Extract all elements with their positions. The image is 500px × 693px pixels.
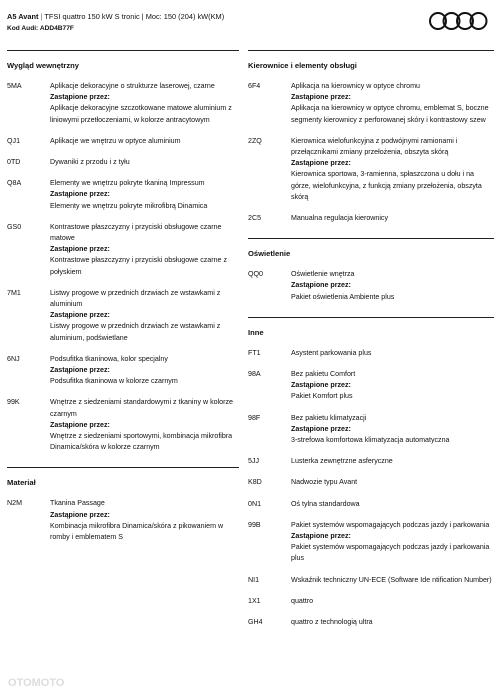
equipment-item [248, 575, 494, 586]
section-title: Inne [248, 327, 264, 337]
replacement-label: Zastąpione przez: [50, 93, 110, 102]
equipment-item [248, 520, 494, 565]
item-spacer [7, 344, 239, 354]
document-header [7, 12, 493, 32]
option-description: Asystent parkowania plus [291, 348, 372, 357]
item-spacer [248, 203, 494, 213]
item-spacer [248, 467, 494, 477]
model-name: A5 Avant [7, 12, 39, 21]
item-spacer [248, 489, 494, 499]
option-code: 98A [248, 370, 261, 379]
option-code: 1X1 [248, 596, 261, 605]
watermark: OTOMOTO [8, 677, 65, 689]
left-column [7, 50, 239, 553]
replacement-description: Aplikacje dekoracyjne szczotkowane matowe aluminium z liniowymi przetłoczeniami, w kolorze antracytowym [50, 104, 232, 124]
option-description: Dywaniki z przodu i z tyłu [50, 158, 130, 167]
replacement-description: Podsufitka tkaninowa w kolorze czarnym [50, 377, 178, 386]
option-code: 5MA [7, 82, 22, 90]
option-code: QQ0 [248, 270, 263, 279]
section-title: Kierownice i elementy obsługi [248, 61, 357, 70]
model-details: TFSI quattro 150 kW S tronic | Moc: 150 (204) kW(KM) [44, 12, 225, 21]
replacement-description: Pakiet oświetlenia Ambiente plus [291, 292, 395, 301]
replacement-label: Zastąpione przez: [291, 281, 351, 290]
equipment-item [7, 136, 239, 147]
equipment-item [248, 81, 494, 126]
option-description-block [291, 348, 494, 359]
option-description-block [50, 222, 239, 278]
option-description-block [50, 354, 239, 388]
option-description: Lusterka zewnętrzne asferyczne [291, 457, 393, 466]
option-description-block [291, 413, 494, 447]
replacement-label: Zastąpione przez: [50, 190, 110, 199]
option-description: Aplikacja na kierownicy w optyce chromu [291, 82, 420, 90]
replacement-description: Kierownica sportowa, 3-ramienna, spłaszczona u dołu i na górze, wielofunkcyjna, z funkcją zmiany przełożenia, obszyta skórą [291, 170, 482, 201]
replacement-description: Pakiet systemów wspomagających podczas jazdy i parkowania plus [291, 543, 490, 563]
equipment-item [7, 354, 239, 388]
equipment-item [7, 498, 239, 543]
option-description-block [291, 575, 494, 586]
item-spacer [7, 278, 239, 288]
replacement-label: Zastąpione przez: [291, 159, 351, 168]
item-spacer [248, 303, 494, 313]
equipment-item [248, 499, 494, 510]
item-spacer [7, 387, 239, 397]
option-code: 2C5 [248, 214, 262, 223]
option-description: quattro [291, 596, 314, 605]
option-code: 2ZQ [248, 136, 262, 145]
replacement-description: Elementy we wnętrzu pokryte mikrofibrą Dinamica [50, 201, 208, 210]
replacement-description: Wnętrze z siedzeniami sportowymi, kombinacja mikrofibra Dinamica/skóra w kolorze czarnym [50, 432, 233, 452]
option-description-block [291, 136, 494, 203]
option-code: GS0 [7, 222, 22, 231]
option-description-block [291, 617, 494, 628]
option-code: 99B [248, 520, 261, 529]
equipment-item [248, 369, 494, 403]
equipment-item [248, 617, 494, 628]
replacement-label: Zastąpione przez: [50, 420, 110, 429]
equipment-item [248, 269, 494, 303]
replacement-label: Zastąpione przez: [50, 366, 110, 375]
option-code: 6F4 [248, 82, 261, 90]
item-spacer [248, 607, 494, 617]
item-spacer [7, 212, 239, 222]
replacement-description: Listwy progowe w przednich drzwiach ze wstawkami z aluminium, podświetlane [50, 322, 221, 342]
option-description-block [291, 477, 494, 488]
option-description-block [50, 157, 239, 168]
option-description-block [291, 269, 494, 303]
equipment-item [7, 178, 239, 212]
audi-code: Kod Audi: ADD4B77F [7, 25, 74, 32]
replacement-label: Zastąpione przez: [291, 381, 351, 390]
option-code: N2M [7, 499, 22, 508]
option-code: 6NJ [7, 354, 20, 363]
audi-rings-logo-icon [428, 10, 488, 32]
option-description-block [291, 369, 494, 403]
option-description: Kierownica wielofunkcyjna z podwójnymi ramionami i przełącznikami zmiany przełożenia, obszyta skórą [291, 136, 458, 157]
item-spacer [248, 586, 494, 596]
option-description: Tkanina Passage [50, 499, 105, 508]
option-code: 0TD [7, 158, 21, 167]
equipment-item [248, 136, 494, 203]
equipment-item [248, 596, 494, 607]
section-title: Oświetlenie [248, 249, 291, 259]
option-code: 0N1 [248, 499, 262, 508]
equipment-item [7, 288, 239, 344]
replacement-description: Pakiet Komfort plus [291, 392, 353, 401]
option-description: Oświetlenie wnętrza [291, 270, 355, 279]
equipment-item [248, 477, 494, 488]
replacement-description: Kombinacja mikrofibra Dinamica/skóra z pikowaniem w romby i emblematem S [50, 521, 224, 542]
option-description-block [50, 81, 239, 126]
replacement-label: Zastąpione przez: [50, 510, 110, 519]
option-code: 99K [7, 398, 20, 407]
equipment-item [7, 397, 239, 453]
equipment-item [248, 348, 494, 359]
option-code: NI1 [248, 575, 260, 584]
option-description: Pakiet systemów wspomagających podczas jazdy i parkowania [291, 520, 490, 529]
separator: | [40, 12, 45, 21]
option-code: 5JJ [248, 457, 260, 466]
item-spacer [248, 403, 494, 413]
option-description: Kontrastowe płaszczyzny i przyciski obsługowe czarne matowe [50, 222, 222, 243]
option-code: FT1 [248, 348, 261, 357]
option-description-block [50, 178, 239, 212]
replacement-label: Zastąpione przez: [50, 245, 110, 254]
item-spacer [248, 628, 494, 638]
option-description-block [291, 81, 494, 126]
section-title: Materiał [7, 478, 36, 488]
option-description-block [291, 456, 494, 467]
option-description-block [291, 499, 494, 510]
replacement-label: Zastąpione przez: [291, 532, 351, 541]
option-description: Bez pakietu Comfort [291, 370, 356, 379]
right-column [248, 50, 494, 638]
replacement-label: Zastąpione przez: [291, 93, 351, 102]
option-description: Oś tylna standardowa [291, 499, 360, 508]
model-line [7, 12, 493, 21]
option-description: quattro z technologią ultra [291, 618, 373, 627]
option-description: Aplikacje dekoracyjne o strukturze laserowej, czarne [50, 82, 215, 90]
option-code: GH4 [248, 618, 263, 627]
option-code: K8D [248, 478, 262, 487]
replacement-description: 3-strefowa komfortowa klimatyzacja automatyczna [291, 436, 450, 445]
item-spacer [248, 359, 494, 369]
item-spacer [248, 446, 494, 456]
equipment-item [248, 413, 494, 447]
item-spacer [248, 565, 494, 575]
equipment-item [248, 456, 494, 467]
item-spacer [248, 126, 494, 136]
option-description-block [50, 498, 239, 543]
option-description-block [50, 288, 239, 344]
equipment-item [7, 222, 239, 278]
item-spacer [7, 543, 239, 553]
option-description-block [50, 397, 239, 453]
option-description: Listwy progowe w przednich drzwiach ze wstawkami z aluminium [50, 288, 221, 309]
option-code: 7M1 [7, 288, 21, 297]
option-description-block [291, 213, 494, 224]
option-description: Nadwozie typu Avant [291, 478, 358, 487]
equipment-item [7, 157, 239, 168]
option-description-block [50, 136, 239, 147]
replacement-label: Zastąpione przez: [50, 311, 110, 320]
equipment-item [7, 81, 239, 126]
option-code: Q8A [7, 179, 22, 188]
section-title: Wygląd wewnętrzny [7, 61, 80, 70]
item-spacer [7, 168, 239, 178]
option-description: Manualna regulacja kierownicy [291, 214, 388, 223]
item-spacer [248, 510, 494, 520]
option-description: Elementy we wnętrzu pokryte tkaniną Impressum [50, 179, 205, 188]
option-code: 98F [248, 413, 261, 422]
replacement-description: Kontrastowe płaszczyzny i przyciski obsługowe czarne z połyskiem [50, 256, 228, 276]
option-description: Aplikacje we wnętrzu w optyce aluminium [50, 136, 181, 145]
option-description-block [291, 596, 494, 607]
item-spacer [7, 147, 239, 157]
option-description: Wskaźnik techniczny UN-ECE (Software Ide ntification Number) [291, 575, 492, 584]
option-description: Wnętrze z siedzeniami standardowymi z tkaniny w kolorze czarnym [50, 398, 233, 418]
option-code: QJ1 [7, 136, 21, 145]
option-description-block [291, 520, 494, 565]
replacement-description: Aplikacja na kierownicy w optyce chromu, emblemat S, boczne segmenty kierownicy z perforowanej skóry i kontrastowy szew [291, 104, 489, 124]
item-spacer [7, 453, 239, 463]
option-description: Podsufitka tkaninowa, kolor specjalny [50, 354, 168, 363]
item-spacer [248, 224, 494, 234]
item-spacer [7, 126, 239, 136]
equipment-item [248, 213, 494, 224]
option-description: Bez pakietu klimatyzacji [291, 413, 367, 422]
replacement-label: Zastąpione przez: [291, 424, 351, 433]
